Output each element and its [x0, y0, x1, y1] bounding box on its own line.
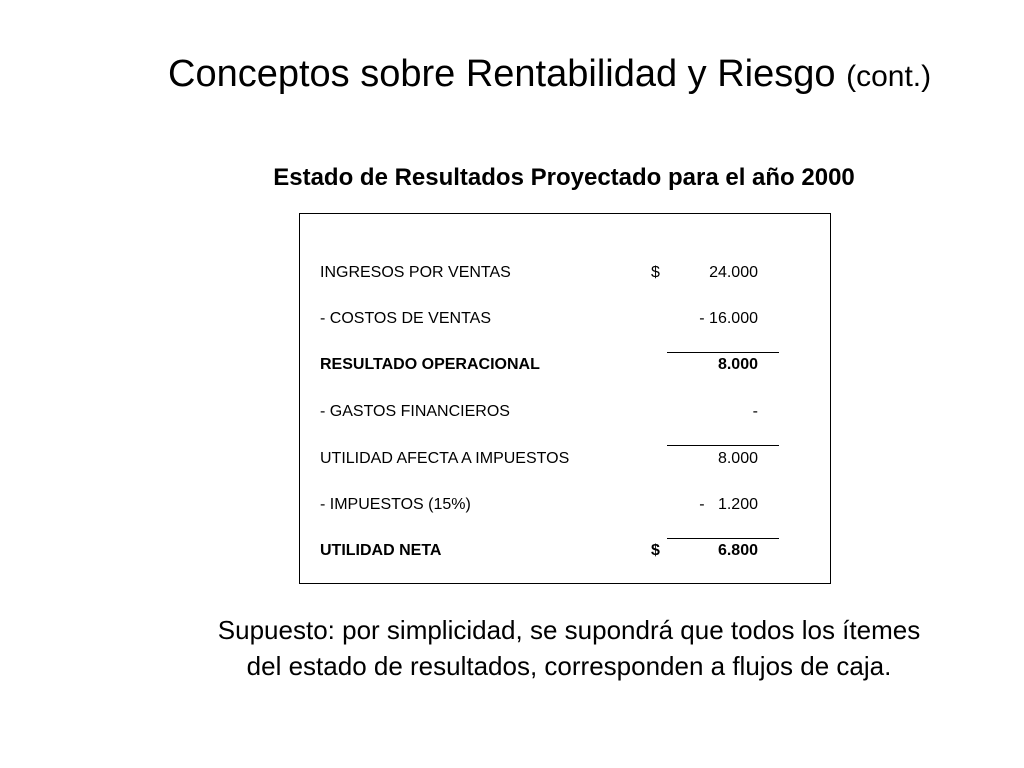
statement-row-ingresos [320, 262, 820, 284]
slide-title-suffix: (cont.) [846, 60, 932, 93]
row-amount: 24.000 [709, 264, 758, 281]
row-amount: 8.000 [717, 356, 758, 373]
assumption-note-line-2: del estado de resultados, corresponden a flujos de caja. [246, 651, 892, 681]
row-label: UTILIDAD NETA [320, 542, 442, 559]
statement-subtitle: Estado de Resultados Proyectado para el año 2000 [273, 164, 855, 191]
statement-row-utilidad-neta [320, 540, 820, 562]
row-label: INGRESOS POR VENTAS [320, 264, 511, 281]
subtotal-rule [667, 445, 779, 446]
row-label: - GASTOS FINANCIEROS [320, 403, 510, 420]
assumption-note-line-1: Supuesto: por simplicidad, se supondrá que todos los ítemes [217, 615, 921, 645]
statement-row-gastos-financieros [320, 401, 820, 423]
slide-title [168, 50, 931, 101]
statement-row-impuestos [320, 494, 820, 516]
row-amount: - 1.200 [699, 496, 758, 513]
row-label: - IMPUESTOS (15%) [320, 496, 471, 513]
statement-row-costos [320, 308, 820, 330]
slide-title-text: Conceptos sobre Rentabilidad y Riesgo [168, 53, 836, 95]
row-label: RESULTADO OPERACIONAL [320, 356, 540, 373]
row-currency: $ [651, 264, 660, 281]
row-amount: - [752, 403, 758, 420]
statement-row-resultado-operacional [320, 354, 820, 376]
row-amount: 6.800 [717, 542, 758, 559]
income-statement-table [299, 213, 831, 584]
row-amount: 8.000 [717, 450, 758, 467]
row-label: - COSTOS DE VENTAS [320, 310, 491, 327]
subtotal-rule [667, 352, 779, 353]
assumption-note [0, 612, 1024, 684]
statement-row-utilidad-afecta [320, 448, 820, 470]
total-rule [667, 538, 779, 539]
row-currency: $ [651, 542, 660, 559]
row-amount: - 16.000 [699, 310, 758, 327]
row-label: UTILIDAD AFECTA A IMPUESTOS [320, 450, 570, 467]
